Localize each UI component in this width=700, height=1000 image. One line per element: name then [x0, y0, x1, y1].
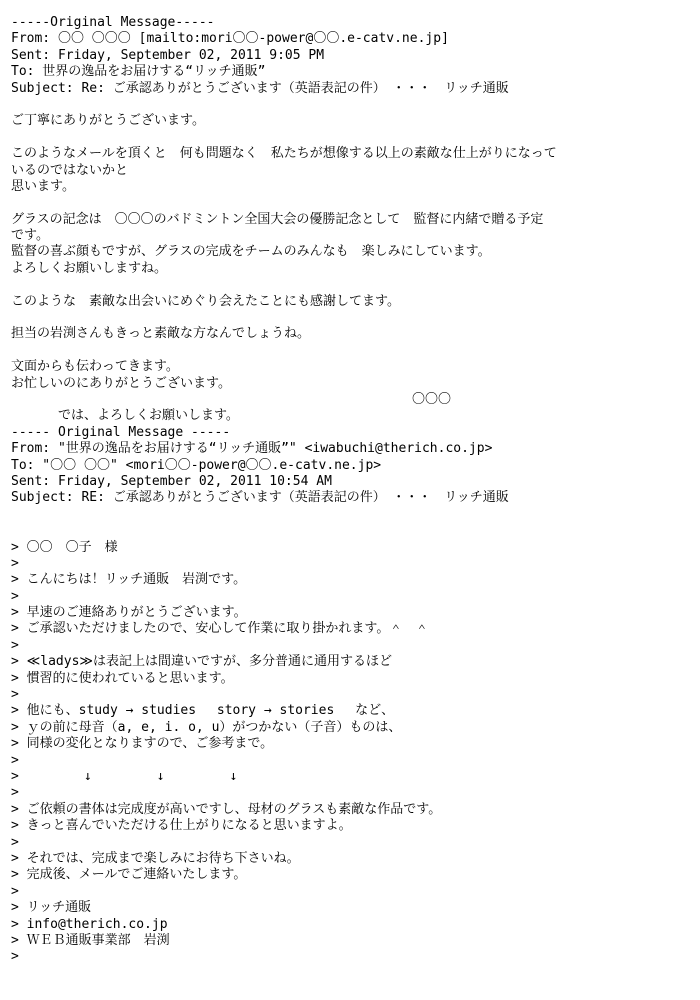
body-line: グラスの記念は 〇〇〇のバドミントン全国大会の優勝記念として 監督に内緒で贈る予定 — [11, 211, 544, 227]
blank-line — [11, 195, 691, 211]
quoted-line: > 完成後、メールでご連絡いたします。 — [11, 867, 247, 883]
blank-line — [11, 130, 691, 146]
quoted-line: > ご承認いただけましたので、安心して作業に取り掛かれます。＾ ＾ — [11, 621, 429, 637]
closing-text: では、よろしくお願いします。 — [57, 408, 239, 424]
quoted-text — [11, 540, 691, 966]
quoted-line: > ｙの前に母音（a, e, i. o, u）がつかない（子音）ものは、 — [11, 719, 402, 735]
quoted-line: > きっと喜んでいただける仕上がりになると思いますよ。 — [11, 818, 352, 834]
header-to: To: "〇〇 〇〇" <mori〇〇-power@〇〇.e-catv.ne.jp> — [11, 457, 382, 473]
quoted-line: > — [11, 949, 19, 965]
quoted-line: > ＷＥＢ通販事業部 岩渕 — [11, 932, 170, 948]
quoted-line: > 早速のご連絡ありがとうございます。 — [11, 605, 247, 621]
body-line: です。 — [11, 228, 49, 244]
quoted-line: > それでは、完成まで楽しみにお待ち下さいね。 — [11, 850, 300, 866]
quoted-line: > — [11, 588, 19, 604]
quoted-message-header — [11, 425, 691, 507]
blank-line — [11, 277, 691, 293]
quoted-line: > info@therich.co.jp — [11, 916, 168, 932]
body-line: お忙しいのにありがとうございます。 — [11, 375, 231, 391]
body-line: 文面からも伝わってきます。 — [11, 359, 179, 375]
header-to: To: 世界の逸品をお届けする“リッチ通販” — [11, 64, 266, 80]
header-separator: ----- Original Message ----- — [11, 424, 231, 440]
quoted-line: > — [11, 555, 19, 571]
body-line: よろしくお願いしますね。 — [11, 260, 168, 276]
quoted-line: > — [11, 752, 19, 768]
quoted-line: > ↓ ↓ ↓ — [11, 768, 238, 784]
body-line: このようなメールを頂くと 何も問題なく 私たちが想像する以上の素敵な仕上がりになって — [11, 146, 557, 162]
quoted-line: > 同様の変化となりますので、ご参考まで。 — [11, 736, 274, 752]
quoted-line: > リッチ通販 — [11, 900, 92, 916]
quoted-line: > こんにちは！リッチ通販 岩渕です。 — [11, 572, 247, 588]
body-line: 思います。 — [11, 178, 75, 194]
quoted-line: > — [11, 687, 19, 703]
body-line: 監督の喜ぶ顔もですが、グラスの完成をチームのみんなも 楽しみにしています。 — [11, 244, 491, 260]
header-subject: Subject: RE: ご承認ありがとうございます（英語表記の件） ・・・ リッチ通販 — [11, 490, 509, 506]
original-message-header — [11, 15, 691, 97]
quoted-line: > 慣習的に使われていると思います。 — [11, 670, 234, 686]
body-line: いるのではないかと — [11, 162, 129, 178]
blank-line — [11, 310, 691, 326]
quoted-line: > — [11, 785, 19, 801]
blank-line — [11, 97, 691, 113]
header-sent: Sent: Friday, September 02, 2011 10:54 AM — [11, 473, 332, 489]
quoted-line: > — [11, 637, 19, 653]
signature: 〇〇〇 — [412, 391, 452, 407]
header-from: From: 〇〇 〇〇〇 [mailto:mori〇〇-power@〇〇.e-catv.ne.jp] — [11, 31, 449, 47]
email-message — [11, 15, 691, 966]
body-line: このような 素敵な出会いにめぐり会えたことにも感謝してます。 — [11, 293, 400, 309]
quoted-line: > 〇〇 〇子 様 — [11, 539, 118, 555]
blank-line — [11, 507, 691, 540]
quoted-line: > 他にも、study → studies story → stories など、 — [11, 703, 395, 719]
header-separator: -----Original Message----- — [11, 15, 215, 30]
header-subject: Subject: Re: ご承認ありがとうございます（英語表記の件） ・・・ リッチ通販 — [11, 80, 509, 96]
closing-line — [11, 391, 691, 424]
body-line: ご丁寧にありがとうございます。 — [11, 113, 205, 129]
quoted-line: > ご依頼の書体は完成度が高いですし、母材のグラスも素敵な作品です。 — [11, 801, 442, 817]
reply-body — [11, 113, 691, 424]
header-sent: Sent: Friday, September 02, 2011 9:05 PM — [11, 47, 325, 63]
quoted-line: > — [11, 834, 19, 850]
quoted-line: > ≪ladys≫は表記上は間違いですが、多分普通に通用するほど — [11, 654, 393, 670]
blank-line — [11, 343, 691, 359]
quoted-line: > — [11, 883, 19, 899]
body-line: 担当の岩渕さんもきっと素敵な方なんでしょうね。 — [11, 326, 311, 342]
header-from: From: "世界の逸品をお届けする“リッチ通販”" <iwabuchi@therich.co.jp> — [11, 441, 493, 457]
